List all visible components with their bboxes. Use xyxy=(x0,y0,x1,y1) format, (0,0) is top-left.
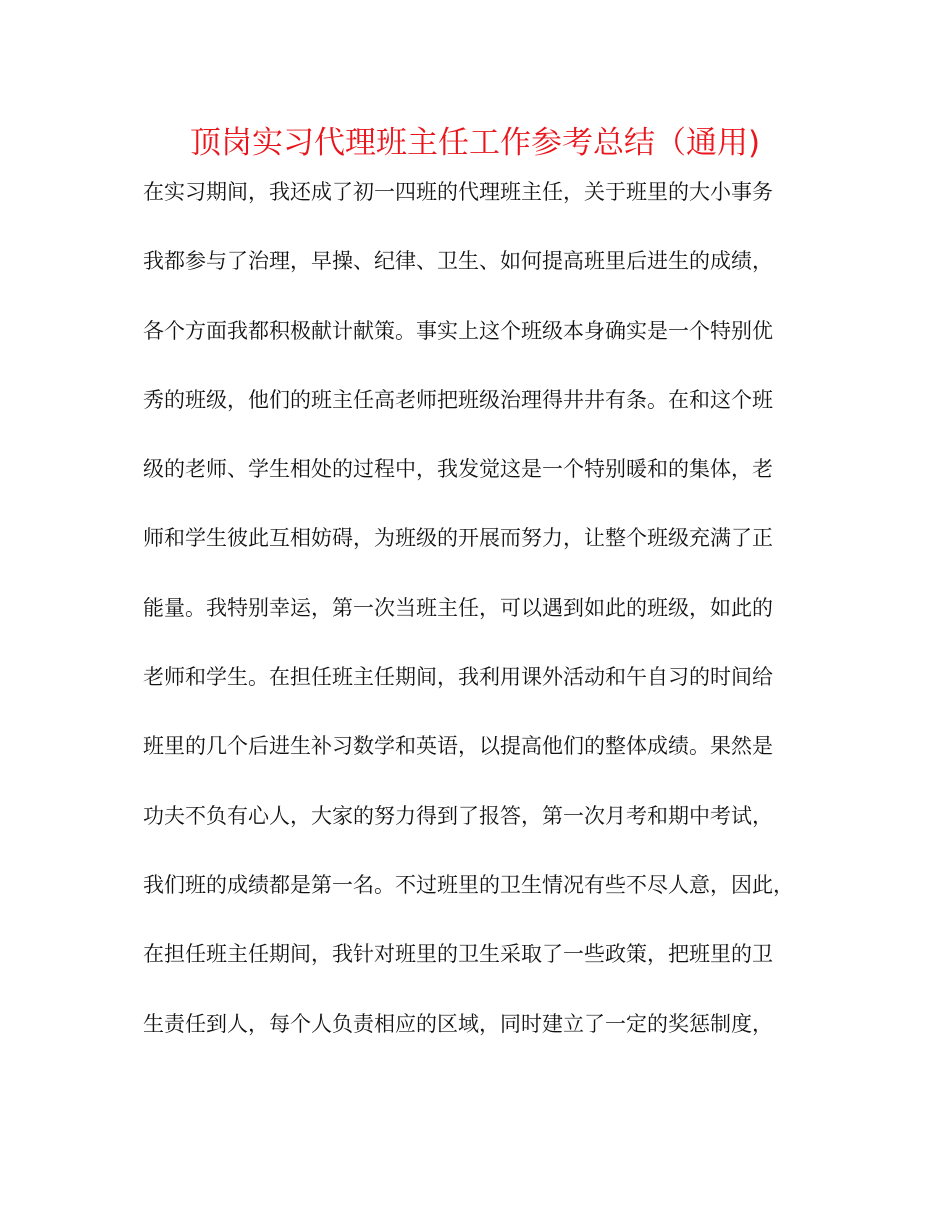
body-line: 我们班的成绩都是第一名。不过班里的卫生情况有些不尽人意，因此， xyxy=(143,872,794,897)
body-line: 老师和学生。在担任班主任期间，我利用课外活动和午自习的时间给 xyxy=(143,665,773,690)
body-line: 级的老师、学生相处的过程中，我发觉这是一个特别暖和的集体，老 xyxy=(143,457,773,482)
body-line: 师和学生彼此互相妨碍，为班级的开展而努力，让整个班级充满了正 xyxy=(143,526,773,551)
body-line: 班里的几个后进生补习数学和英语，以提高他们的整体成绩。果然是 xyxy=(143,734,773,759)
body-line: 各个方面我都积极献计献策。事实上这个班级本身确实是一个特别优 xyxy=(143,318,773,343)
body-line: 秀的班级，他们的班主任高老师把班级治理得井井有条。在和这个班 xyxy=(143,387,773,412)
body-line: 在实习期间，我还成了初一四班的代理班主任，关于班里的大小事务 xyxy=(143,180,773,204)
body-line: 在担任班主任期间，我针对班里的卫生采取了一些政策，把班里的卫 xyxy=(143,942,773,967)
body-line: 我都参与了治理，早操、纪律、卫生、如何提高班里后进生的成绩， xyxy=(143,249,773,274)
body-line: 功夫不负有心人，大家的努力得到了报答，第一次月考和期中考试， xyxy=(143,803,773,828)
body-line: 能量。我特别幸运，第一次当班主任，可以遇到如此的班级，如此的 xyxy=(143,595,773,620)
body-line: 生责任到人，每个人负责相应的区域，同时建立了一定的奖惩制度， xyxy=(143,1011,773,1036)
document-title: 顶岗实习代理班主任工作参考总结（通用) xyxy=(189,125,761,161)
document-body xyxy=(143,170,823,1071)
